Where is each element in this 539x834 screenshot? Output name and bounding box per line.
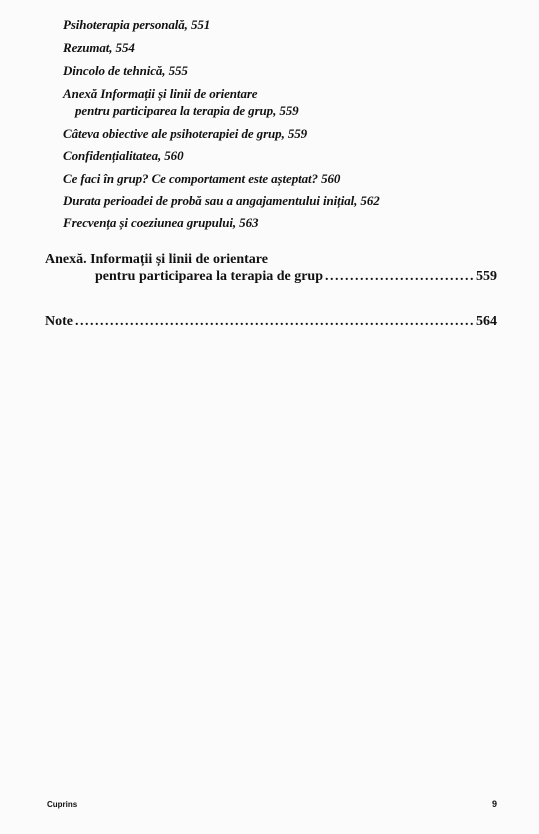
dot-leader [75, 313, 474, 331]
toc-main-entry-anexa-line2 [95, 268, 497, 286]
dot-leader [325, 268, 474, 286]
toc-main-entry-note [45, 313, 497, 331]
toc-entry: Rezumat, 554 [63, 40, 135, 55]
toc-main-entry-anexa: Anexă. Informații și linii de orientare [45, 252, 268, 267]
toc-entry: Anexă Informații și linii de orientare [63, 86, 258, 101]
toc-entry: Ce faci în grup? Ce comportament este așteptat? 560 [63, 171, 341, 186]
toc-entry: Durata perioadei de probă sau a angajamentului inițial, 562 [63, 193, 380, 208]
running-footer-section: Cuprins [47, 800, 78, 809]
toc-entry-continuation: pentru participarea la terapia de grup, 559 [75, 103, 299, 118]
toc-main-entry-text: pentru participarea la terapia de grup [95, 269, 324, 284]
toc-entry: Confidențialitatea, 560 [63, 148, 184, 163]
toc-entry: Psihoterapia personală, 551 [63, 17, 211, 32]
toc-entry: Frecvența și coeziunea grupului, 563 [63, 215, 259, 230]
toc-page-number: 564 [476, 314, 497, 329]
toc-page-number: 559 [476, 269, 497, 284]
toc-entry: Câteva obiective ale psihoterapiei de grup, 559 [63, 126, 308, 141]
toc-main-entry-text: Note [45, 314, 73, 329]
page-number: 9 [491, 799, 497, 809]
toc-entry: Dincolo de tehnică, 555 [63, 63, 188, 78]
